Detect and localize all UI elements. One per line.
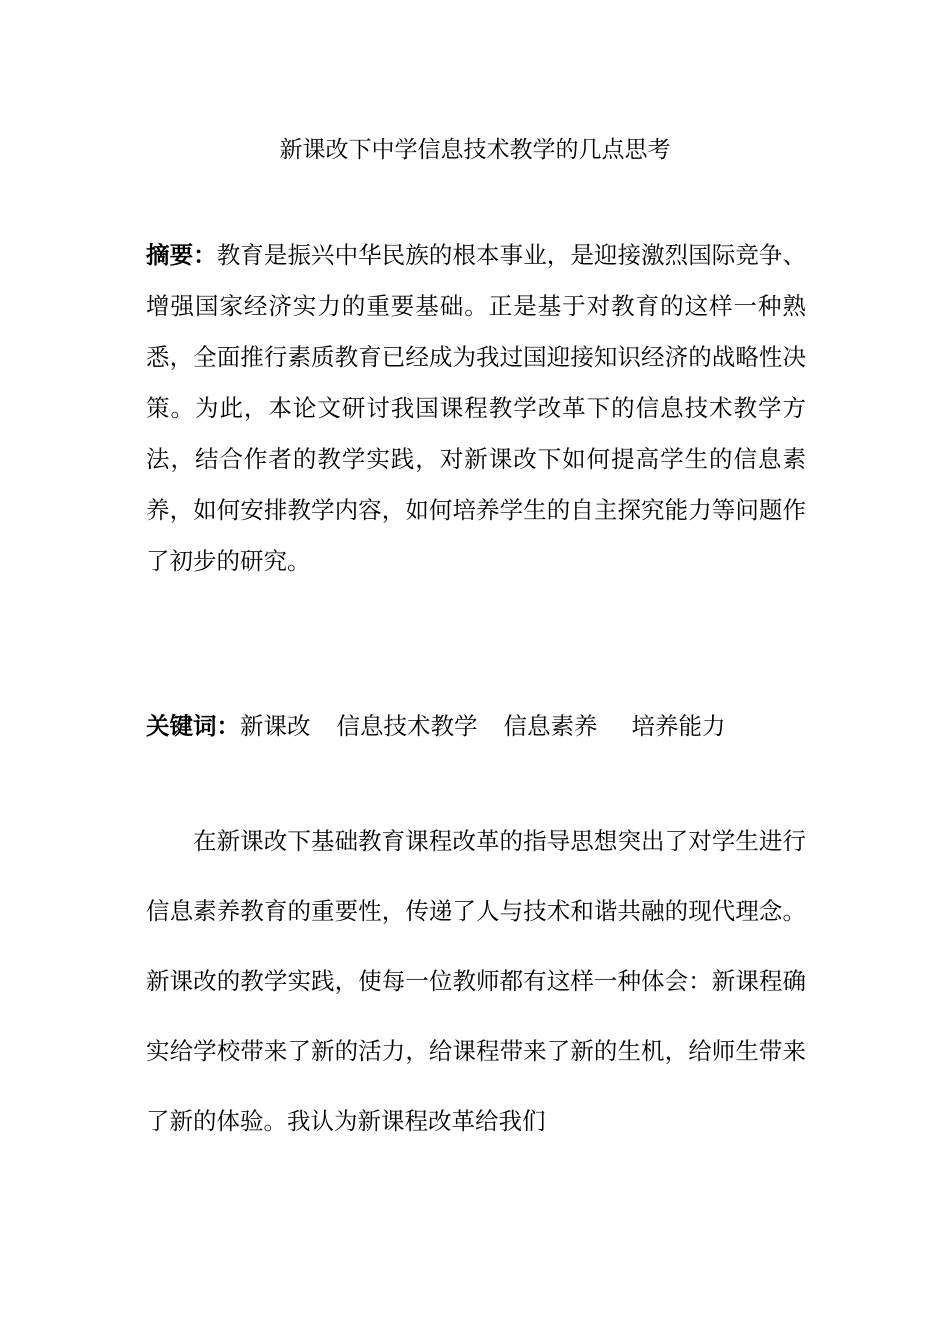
document-title: 新课改下中学信息技术教学的几点思考 xyxy=(279,137,671,163)
keyword-item: 信息素养 xyxy=(503,712,598,740)
keyword-item: 新课改 xyxy=(240,712,311,740)
body-paragraph: 在新课改下基础教育课程改革的指导思想突出了对学生进行信息素养教育的重要性，传递了人与技术和谐共融的现代理念。新课改的教学实践，使每一位教师都有这样一种体会：新课程确实给学校带来了新的活力，给课程带来了新的生机，给师生带来了新的体验。我认为新课程改革给我们 xyxy=(146,827,806,1135)
abstract-label: 摘要： xyxy=(146,241,217,269)
abstract-text: 教育是振兴中华民族的根本事业，是迎接激烈国际竞争、增强国家经济实力的重要基础。正是基于对教育的这样一种熟悉，全面推行素质教育已经成为我过国迎接知识经济的战略性决策。为此，本论文研讨我国课程教学改革下的信息技术教学方法，结合作者的教学实践，对新课改下如何提高学生的信息素养，如何安排教学内容，如何培养学生的自主探究能力等问题作了初步的研究。 xyxy=(146,241,807,575)
abstract-section xyxy=(146,230,806,587)
keywords-section xyxy=(146,706,806,746)
keyword-item: 培养能力 xyxy=(631,712,726,740)
keywords-label: 关键词： xyxy=(146,712,240,740)
keyword-item: 信息技术教学 xyxy=(336,712,478,740)
